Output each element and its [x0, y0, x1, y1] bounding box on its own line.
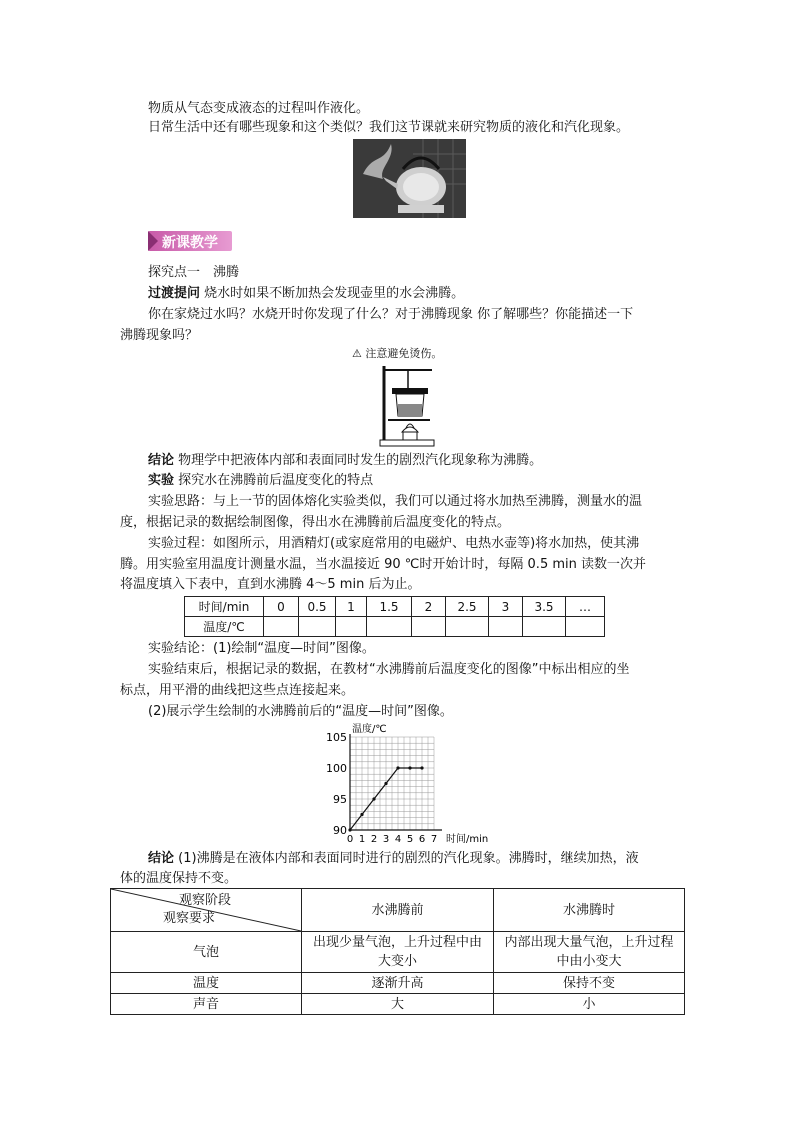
- table-cell: 2: [412, 597, 446, 617]
- cell-before: 大: [302, 994, 494, 1015]
- table-row: [111, 889, 685, 932]
- cell-during: 保持不变: [494, 973, 685, 994]
- x-tick-label: 1: [358, 834, 366, 845]
- experiment-label: 实验: [148, 473, 175, 488]
- procedure-line-2: 腾。用实验室用温度计测量水温，当水温接近 90 ℃时开始计时，每隔 0.5 min 读数一次并: [120, 557, 646, 572]
- table-row: [111, 994, 685, 1015]
- table-row: [185, 597, 605, 617]
- conclusion-label: 结论: [148, 453, 175, 468]
- corner-bottom: 观察要求: [163, 911, 216, 926]
- result-line-4: (2)展示学生绘制的水沸腾前后的“温度—时间”图像。: [148, 704, 453, 719]
- y-tick-label: 95: [333, 793, 347, 806]
- result-line-2: 实验结束后，根据记录的数据，在教材“水沸腾前后温度变化的图像”中标出相应的坐: [148, 662, 630, 677]
- y-tick-label: 105: [326, 731, 347, 744]
- transition-question: [148, 285, 464, 303]
- chart-grid: [350, 737, 434, 830]
- table-cell: 3: [489, 597, 523, 617]
- conclusion-2-line-1: [148, 850, 639, 868]
- corner-cell: [111, 889, 302, 932]
- data-point: [372, 797, 375, 800]
- row-label: 温度: [111, 973, 302, 994]
- conclusion-2-text: (1)沸腾是在液体内部和表面同时进行的剧烈的汽化现象。沸腾时，继续加热，液: [178, 851, 639, 866]
- cell-before: 逐渐升高: [302, 973, 494, 994]
- boiling-apparatus-diagram: [350, 362, 470, 448]
- transition-label: 过渡提问: [148, 286, 201, 301]
- conclusion-text: 物理学中把液体内部和表面同时发生的剧烈汽化现象称为沸腾。: [178, 453, 543, 468]
- data-point: [384, 782, 387, 785]
- warning-icon: ⚠: [352, 347, 362, 360]
- header-during: 水沸腾时: [494, 889, 685, 932]
- table-cell: 时间/min: [185, 597, 264, 617]
- data-point: [348, 828, 351, 831]
- question-line-1: 你在家烧过水吗？水烧开时你发现了什么？对于沸腾现象 你了解哪些？你能描述一下: [148, 307, 634, 322]
- idea-line-2: 度，根据记录的数据绘制图像，得出水在沸腾前后温度变化的特点。: [120, 515, 511, 530]
- result-line-3: 标点，用平滑的曲线把这些点连接起来。: [120, 683, 355, 698]
- section-badge: [148, 231, 232, 251]
- cell-during: 小: [494, 994, 685, 1015]
- idea-line-1: 实验思路：与上一节的固体熔化实验类似，我们可以通过将水加热至沸腾，测量水的温: [148, 494, 643, 509]
- x-tick-label: 3: [382, 834, 390, 845]
- x-tick-label: 2: [370, 834, 378, 845]
- table-cell: 1.5: [367, 597, 412, 617]
- result-line-1: 实验结论：(1)绘制“温度—时间”图像。: [148, 641, 375, 656]
- data-point: [396, 766, 399, 769]
- y-tick-label: 100: [326, 762, 347, 775]
- temperature-record-table: [184, 596, 605, 637]
- conclusion-1: [148, 452, 542, 470]
- cell-during: 内部出现大量气泡，上升过程中由小变大: [494, 932, 685, 973]
- row-label: 声音: [111, 994, 302, 1015]
- table-row: [185, 617, 605, 637]
- conclusion-2-label: 结论: [148, 851, 175, 866]
- data-point: [408, 766, 411, 769]
- observation-table: [110, 888, 685, 1015]
- table-cell: 1: [336, 597, 367, 617]
- experiment-text: 探究水在沸腾前后温度变化的特点: [178, 473, 374, 488]
- caution-note: [352, 345, 442, 363]
- intro-line-2: 日常生活中还有哪些现象和这个类似？我们这节课就来研究物质的液化和汽化现象。: [148, 120, 630, 135]
- x-tick-label: 6: [418, 834, 426, 845]
- row-label: 气泡: [111, 932, 302, 973]
- cell-before: 出现少量气泡，上升过程中由大变小: [302, 932, 494, 973]
- data-point: [420, 766, 423, 769]
- procedure-line-3: 将温度填入下表中，直到水沸腾 4～5 min 后为止。: [120, 577, 421, 592]
- x-tick-label: 7: [430, 834, 438, 845]
- procedure-line-1: 实验过程：如图所示，用酒精灯(或家庭常用的电磁炉、电热水壶等)将水加热，使其沸: [148, 536, 640, 551]
- data-point: [360, 813, 363, 816]
- x-tick-label: 4: [394, 834, 402, 845]
- table-row: [111, 932, 685, 973]
- table-cell: 0: [264, 597, 299, 617]
- x-axis-label: 时间/min: [446, 834, 489, 845]
- experiment-title: [148, 472, 373, 490]
- y-tick-label: 90: [333, 824, 347, 837]
- table-cell: 2.5: [446, 597, 489, 617]
- table-cell: …: [566, 597, 605, 617]
- table-cell: 0.5: [299, 597, 336, 617]
- question-line-2: 沸腾现象吗？: [120, 328, 199, 343]
- x-tick-label: 0: [346, 834, 354, 845]
- corner-top: 观察阶段: [179, 893, 232, 908]
- conclusion-2-line-2: 体的温度保持不变。: [120, 871, 238, 886]
- y-axis-label: 温度/℃: [352, 724, 387, 735]
- table-cell: 3.5: [523, 597, 566, 617]
- x-tick-label: 5: [406, 834, 414, 845]
- header-before: 水沸腾前: [302, 889, 494, 932]
- caution-text: 注意避免烫伤。: [365, 347, 443, 360]
- temperature-time-chart: [320, 722, 500, 846]
- table-row: [111, 973, 685, 994]
- kettle-photo: [353, 139, 466, 218]
- intro-line-1: 物质从气态变成液态的过程叫作液化。: [148, 101, 370, 116]
- badge-label: 新课教学: [162, 235, 218, 251]
- section-heading: 探究点一 沸腾: [148, 265, 240, 280]
- table-cell: 温度/℃: [185, 617, 264, 637]
- transition-text: 烧水时如果不断加热会发现壶里的水会沸腾。: [204, 286, 465, 301]
